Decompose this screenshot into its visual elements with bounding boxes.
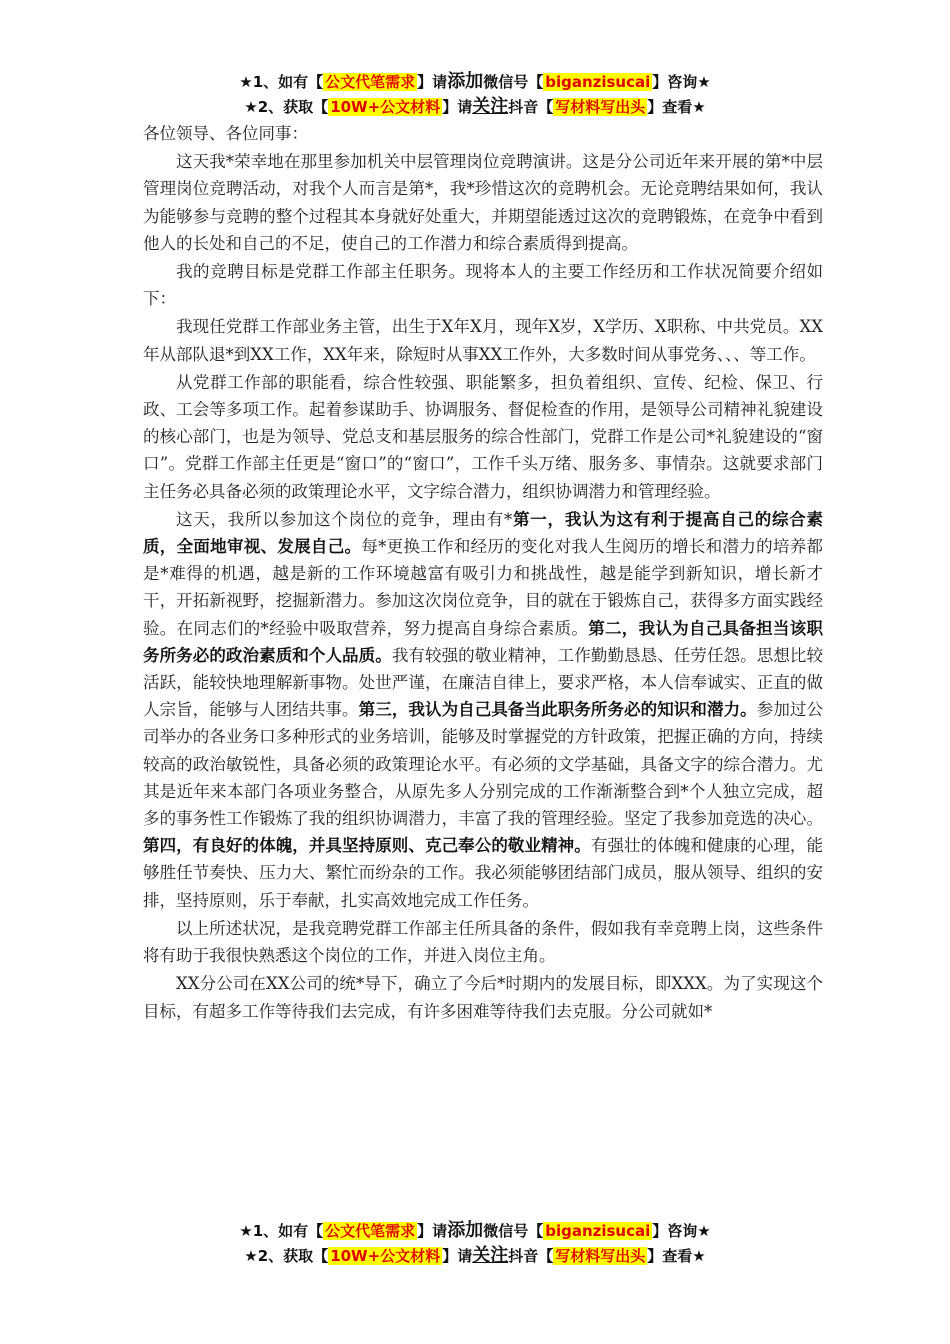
paragraph-6: 以上所述状况，是我竞聘党群工作部主任所具备的条件，假如我有幸竞聘上岗，这些条件将有助于我很快熟悉这个岗位的工作，并进入岗位主角。: [143, 918, 823, 966]
paragraph-5-text: 参加过公司举办的各业务口多种形式的业务培训，能够及时掌握党的方针政策，把握正确的方向，持续较高的政治敏锐性，具备必须的政策理论水平。有必须的文学基础，具备文字的综合潜力。尤其是近年来本部门各项业务整合，从原先多人分别完成的工作渐渐整合到*个人独立完成，超多的事务性工作锻炼了我的组织协调潜力，丰富了我的管理经验。坚定了我参加竞选的决心。: [143, 700, 824, 829]
banner-highlight: 10W+公文材料: [330, 98, 441, 116]
bottom-banner-line-1: [0, 1219, 950, 1243]
paragraph-3: 我现任党群工作部业务主管，出生于X年X月，现年X岁，X学历、X职称、中共党员。XX年从部队退*到XX工作，XX年来，除短时从事XX工作外，大多数时间从事党务、、、等工作。: [143, 317, 823, 364]
reason-1: 第一，我认为这有利于提高自己的综合素质，全面地审视、发展自己。: [143, 509, 824, 557]
paragraph-5-text: 每*更换工作和经历的变化对我人生阅历的增长和潜力的培养都是*难得的机遇，越是新的工作环境越富有吸引力和挑战性，越是能学到新知识，增长新才干，开拓新视野，挖掘新潜力。参加这次岗位竞争，目的就在于锻炼自己，获得多方面实践经验。在同志们的*经验中吸取营养，努力提高自身综合素质。: [143, 537, 824, 638]
paragraph-5: [143, 506, 823, 914]
banner-wechat-id: biganzisucai: [545, 73, 651, 91]
banner-text: 】请: [442, 1247, 473, 1265]
banner-text: ★2、获取【: [244, 98, 329, 116]
paragraph-7: XX分公司在XX公司的统*导下，确立了今后*时期内的发展目标，即XXX。为了实现这个目标，有超多工作等待我们去完成，有许多困难等待我们去克服。分公司就如*: [143, 974, 823, 1021]
banner-text: ★2、获取【: [244, 1247, 329, 1265]
reason-4: 第四，有良好的体魄，并具坚持原则、克己奉公的敬业精神。: [143, 836, 591, 856]
paragraph-2: 我的竞聘目标是党群工作部主任职务。现将本人的主要工作经历和工作状况简要介绍如下：: [143, 262, 823, 309]
banner-douyin-id: 写材料写出头: [555, 1247, 646, 1265]
banner-text: 】咨询★: [652, 1222, 711, 1240]
paragraph-5-text: 这天，我所以参加这个岗位的竞争，理由有*: [176, 509, 513, 529]
banner-highlight: 公文代笔需求: [325, 73, 416, 91]
banner-emphasis: 关注: [472, 1245, 509, 1266]
paragraph-1: 这天我*荣幸地在那里参加机关中层管理岗位竞聘演讲。这是分公司近年来开展的第*中层管理岗位竞聘活动，对我个人而言是第*，我*珍惜这次的竞聘机会。无论竞聘结果如何，我认为能够参与竞聘的整个过程其本身就好处重大，并期望能透过这次的竞聘锻炼，在竞争中看到他人的长处和自己的不足，使自己的工作潜力和综合素质得到提高。: [143, 152, 823, 253]
banner-text: 抖音【: [508, 98, 554, 116]
banner-text: 】查看★: [647, 98, 706, 116]
banner-emphasis: 添加: [447, 1220, 484, 1241]
paragraph-5-text: 我有较强的敬业精神，工作勤勤恳恳、任劳任怨。思想比较活跃，能较快地理解新事物。处世严谨，在廉洁自律上，要求严格，本人信奉诚实、正直的做人宗旨，能够与人团结共事。: [143, 645, 824, 720]
banner-highlight: 10W+公文材料: [330, 1247, 441, 1265]
banner-text: 】查看★: [647, 1247, 706, 1265]
banner-text: 微信号【: [483, 1222, 544, 1240]
banner-douyin-id: 写材料写出头: [555, 98, 646, 116]
salutation: 各位领导、各位同事：: [143, 124, 308, 143]
paragraph-4: 从党群工作部的职能看，综合性较强、职能繁多，担负着组织、宣传、纪检、保卫、行政、工会等多项工作。起着参谋助手、协调服务、督促检查的作用，是领导公司精神礼貌建设的核心部门，也是为领导、党总支和基层服务的综合性部门，党群工作是公司*礼貌建设的“窗口”。党群工作部主任更是“窗口”的“窗口”，工作千头万绪、服务多、事情杂。这就要求部门主任务必具备必须的政策理论水平，文字综合潜力，组织协调潜力和管理经验。: [143, 372, 823, 501]
banner-text: 微信号【: [483, 73, 544, 91]
paragraph-5-text: 有强壮的体魄和健康的心理，能够胜任节奏快、压力大、繁忙而纷杂的工作。我必须能够团结部门成员，服从领导、组织的安排，坚持原则，乐于奉献，扎实高效地完成工作任务。: [143, 836, 824, 910]
banner-emphasis: 关注: [472, 96, 509, 117]
banner-text: 】请: [417, 73, 448, 91]
banner-text: 抖音【: [508, 1247, 554, 1265]
banner-text: ★1、如有【: [239, 1222, 324, 1240]
banner-highlight: 公文代笔需求: [325, 1222, 416, 1240]
banner-text: 】咨询★: [652, 73, 711, 91]
top-banner-line-1: [0, 70, 950, 94]
top-banner-line-2: [0, 95, 950, 119]
reason-2: 第二，我认为自己具备担当该职务所务必的政治素质和个人品质。: [143, 618, 824, 665]
document-body: [143, 120, 823, 1026]
banner-text: 】请: [442, 98, 473, 116]
banner-text: 】请: [417, 1222, 448, 1240]
banner-wechat-id: biganzisucai: [545, 1222, 651, 1240]
banner-text: ★1、如有【: [239, 73, 324, 91]
reason-3: 第三，我认为自己具备当此职务所务必的知识和潜力。: [358, 700, 757, 720]
bottom-banner-line-2: [0, 1244, 950, 1268]
banner-emphasis: 添加: [447, 71, 484, 92]
